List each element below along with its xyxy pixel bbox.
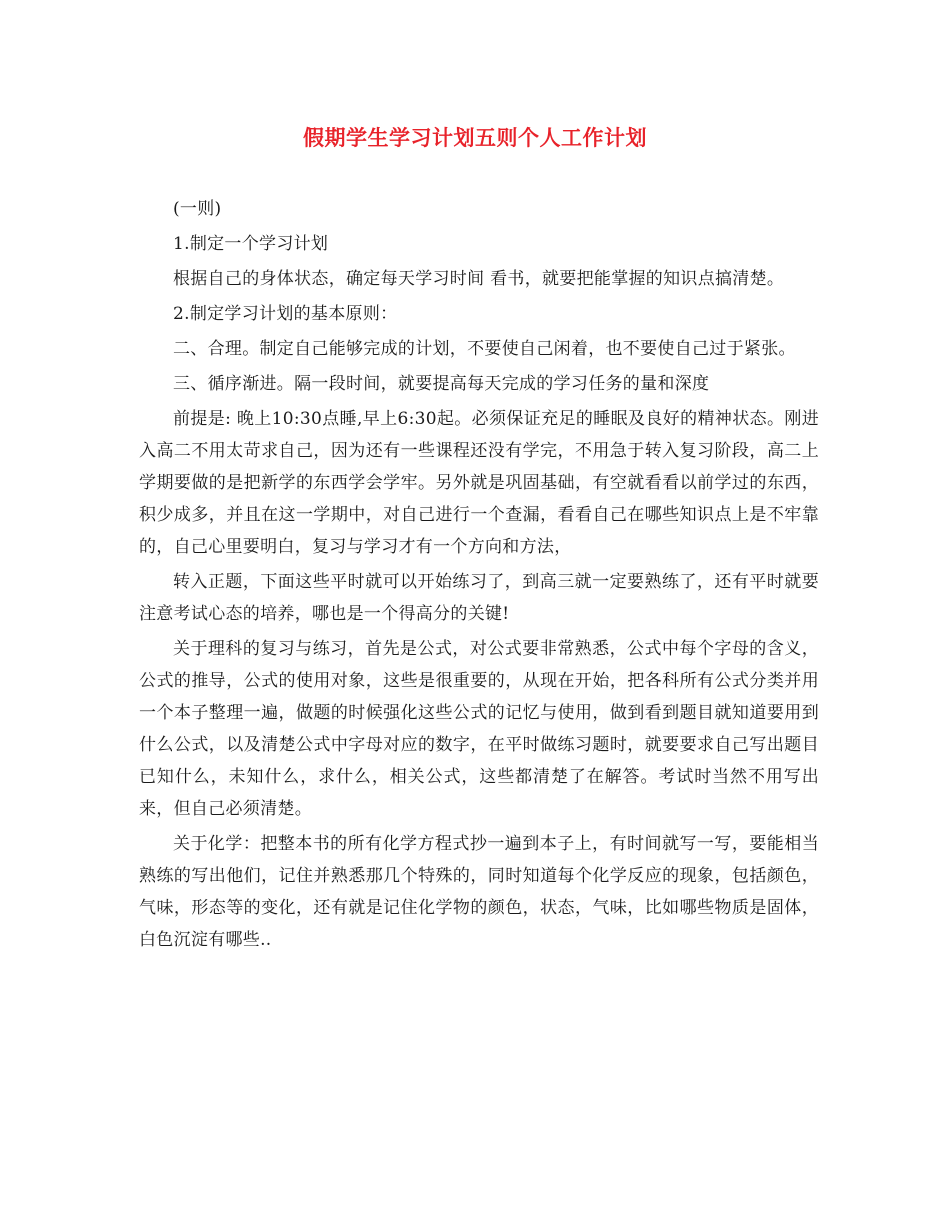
paragraph: 根据自己的身体状态，确定每天学习时间 看书，就要把能掌握的知识点搞清楚。 xyxy=(173,269,785,289)
paragraph: 前提是: 晚上10:30点睡,早上6:30起。必须保证充足的睡眠及良好的精神状态。刚进入高二不用太苛求自己，因为还有一些课程还没有学完，不用急于转入复习阶段，高二上学期要做的是把新学的东西学会学牢。另外就是巩固基础，有空就看看以前学过的东西，积少成多，并且在这一学期中，对自己进行一个查漏，看看自己在哪些知识点上是不牢靠的，自己心里要明白，复习与学习才有一个方向和方法， xyxy=(139,409,819,557)
paragraph: 二、合理。制定自己能够完成的计划，不要使自己闲着，也不要使自己过于紧张。 xyxy=(173,339,796,359)
paragraph: 三、循序渐进。隔一段时间，就要提高每天完成的学习任务的量和深度 xyxy=(173,374,710,394)
paragraph: 关于化学：把整本书的所有化学方程式抄一遍到本子上，有时间就写一写，要能相当熟练的写出他们，记住并熟悉那几个特殊的，同时知道每个化学反应的现象，包括颜色，气味，形态等的变化，还有就是记住化学物的颜色，状态，气味，比如哪些物质是固体，白色沉淀有哪些.. xyxy=(139,834,819,950)
paragraph: 2.制定学习计划的基本原则： xyxy=(173,304,398,324)
paragraph: (一则) xyxy=(173,199,222,219)
paragraph: 关于理科的复习与练习，首先是公式，对公式要非常熟悉，公式中每个字母的含义，公式的推导，公式的使用对象，这些是很重要的，从现在开始，把各科所有公式分类并用一个本子整理一遍，做题的时候强化这些公式的记忆与使用，做到看到题目就知道要用到什么公式，以及清楚公式中字母对应的数字，在平时做练习题时，就要要求自己写出题目已知什么，未知什么，求什么，相关公式，这些都清楚了在解答。考试时当然不用写出来，但自己必须清楚。 xyxy=(139,639,819,819)
document-body xyxy=(139,193,819,959)
document-title: 假期学生学习计划五则个人工作计划 xyxy=(303,125,647,150)
paragraph: 转入正题，下面这些平时就可以开始练习了，到高三就一定要熟练了，还有平时就要注意考试心态的培养，哪也是一个得高分的关键! xyxy=(139,572,819,624)
paragraph: 1.制定一个学习计划 xyxy=(173,234,329,254)
